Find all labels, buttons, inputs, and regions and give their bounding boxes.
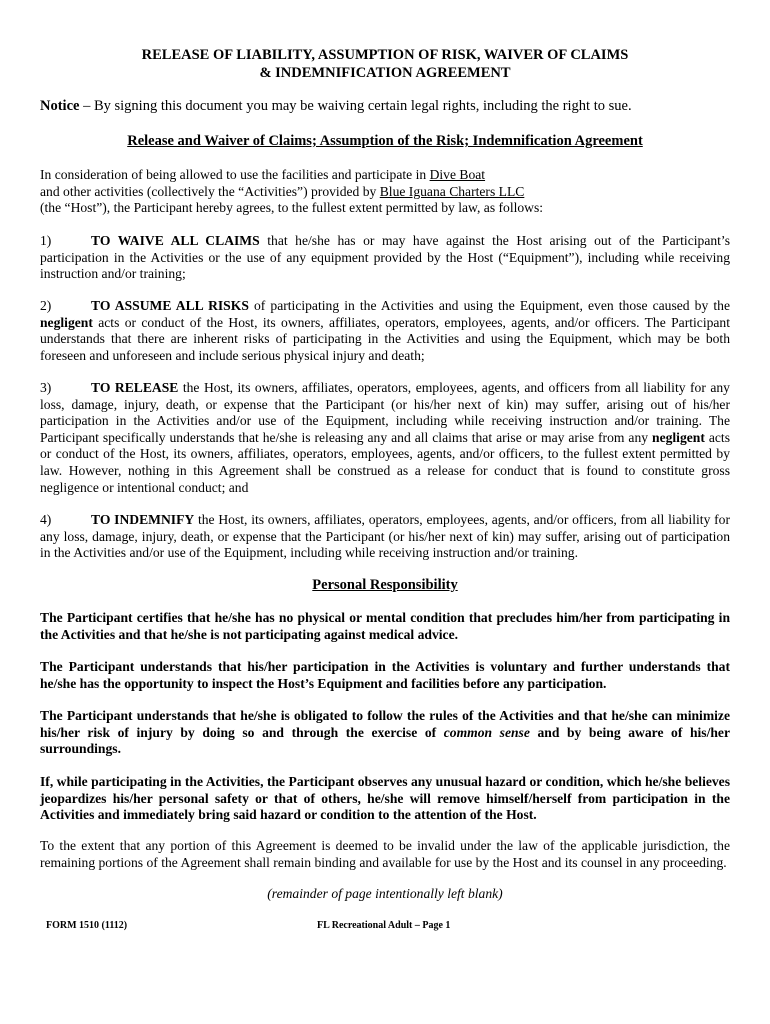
clause-text: that he/she has or may have against the Host arising out of the Participant’s participation in the Activities or the use of any equipment provided by the Host (“Equipment”), including while receiving instruction and/or training;	[40, 233, 730, 282]
intro-text-b: and other activities (collectively the “Activities”) provided by	[40, 183, 380, 199]
clause-text-a: the Host, its owners, affiliates, operators, employees, agents, and officers from all liability for any loss, damage, injury, death, or expense that the Participant (or his/her next of kin) may suffer, arising out of his/her participation in the Activities and/or use of the Equipment, including while receiving instruction and/or training. The Participant specifically understands that he/she is releasing any and all claims that arise or may arise from any	[40, 380, 730, 445]
host-name: Blue Iguana Charters LLC	[379, 183, 525, 199]
intro-text-a: In consideration of being allowed to use the facilities and participate in	[40, 167, 430, 182]
section-heading-responsibility: Personal Responsibility	[312, 577, 458, 593]
form-number: FORM 1510 (1112)	[46, 920, 128, 931]
clause-4	[40, 512, 730, 562]
severability-paragraph: To the extent that any portion of this Agreement is deemed to be invalid under the law of the applicable jurisdiction, the remaining portions of the Agreement shall remain binding and available for use by the Host and its counsel in any proceeding.	[40, 838, 730, 870]
responsibility-paragraph-4: If, while participating in the Activities, the Participant observes any unusual hazard or condition, which he/she believes jeopardizes his/her personal safety or that of others, he/she will remove himself/herself from participation in the Activities and immediately bring said hazard or condition to the attention of the Host.	[40, 774, 730, 823]
document-title	[40, 46, 730, 82]
clause-3	[40, 380, 730, 496]
clause-number: 3)	[40, 380, 52, 395]
notice-text: – By signing this document you may be waiving certain legal rights, including the right to sue.	[79, 98, 632, 114]
notice-label: Notice	[40, 98, 80, 114]
responsibility-paragraph-2: The Participant understands that his/her participation in the Activities is voluntary and further understands that he/she has the opportunity to inspect the Host’s Equipment and facilities before any participation.	[40, 659, 730, 691]
clause-lead: TO WAIVE ALL CLAIMS	[91, 233, 260, 248]
clause-number: 1)	[40, 233, 52, 248]
section-heading-release: Release and Waiver of Claims; Assumption of the Risk; Indemnification Agreement	[127, 133, 643, 149]
clause-text-b: acts or conduct of the Host, its owners, affiliates, operators, employees, agents, and/or officers. The Participant understands that there are inherent risks of participating in the Activities and using the Equipment, which may be both foreseen and unforeseen and include serious physical injury and death;	[40, 314, 730, 363]
clause-1	[40, 233, 730, 283]
clause-text: the Host, its owners, affiliates, operators, employees, agents, and/or officers, from all liability for any loss, damage, injury, death, or expense that the Participant (or his/her next of kin) may suffer, arising out of participation in the Activities and/or use of the Equipment, including while receiving instruction and/or training.	[40, 512, 730, 561]
clause-number: 2)	[40, 298, 52, 313]
responsibility-paragraph-3	[40, 708, 730, 758]
intro-text-c: (the “Host”), the Participant hereby agrees, to the fullest extent permitted by law, as follows:	[40, 200, 544, 216]
clause-2	[40, 298, 730, 364]
responsibility-text-a: The Participant understands that he/she is obligated to follow the rules of the Activities and that he/she can minimize his/her risk of injury by doing so and through the exercise of	[40, 708, 730, 740]
responsibility-text-b: and by being aware of his/her surroundings.	[40, 724, 731, 757]
clause-lead: TO INDEMNIFY	[91, 512, 195, 527]
title-line-2: & INDEMNIFICATION AGREEMENT	[259, 65, 511, 81]
clause-number: 4)	[40, 512, 52, 527]
notice-paragraph	[40, 97, 730, 115]
clause-bold-word: negligent	[652, 429, 705, 445]
responsibility-paragraph-1: The Participant certifies that he/she has no physical or mental condition that precludes him/her from participating in the Activities and that he/she is not participating against medical advice.	[40, 610, 730, 642]
clause-bold-word: negligent	[40, 314, 93, 330]
clause-lead: TO ASSUME ALL RISKS	[91, 298, 249, 313]
activity-name: Dive Boat	[429, 167, 486, 182]
clause-text-b: acts or conduct of the Host, its owners, affiliates, operators, employees, agents, and/or officers, to the fullest extent permitted by law. However, nothing in this Agreement shall be construed as a release for conduct that is found to constitute gross negligence or intentional conduct; and	[40, 429, 730, 495]
page-footer-label: FL Recreational Adult – Page 1	[317, 920, 451, 931]
clause-text-a: of participating in the Activities and using the Equipment, even those caused by the	[248, 298, 730, 313]
clause-lead: TO RELEASE	[91, 380, 179, 395]
common-sense-emphasis: common sense	[443, 724, 530, 740]
intro-paragraph	[40, 167, 730, 217]
remainder-blank-note: (remainder of page intentionally left blank)	[267, 886, 503, 901]
title-line-1: RELEASE OF LIABILITY, ASSUMPTION OF RISK, WAIVER OF CLAIMS	[141, 47, 629, 63]
